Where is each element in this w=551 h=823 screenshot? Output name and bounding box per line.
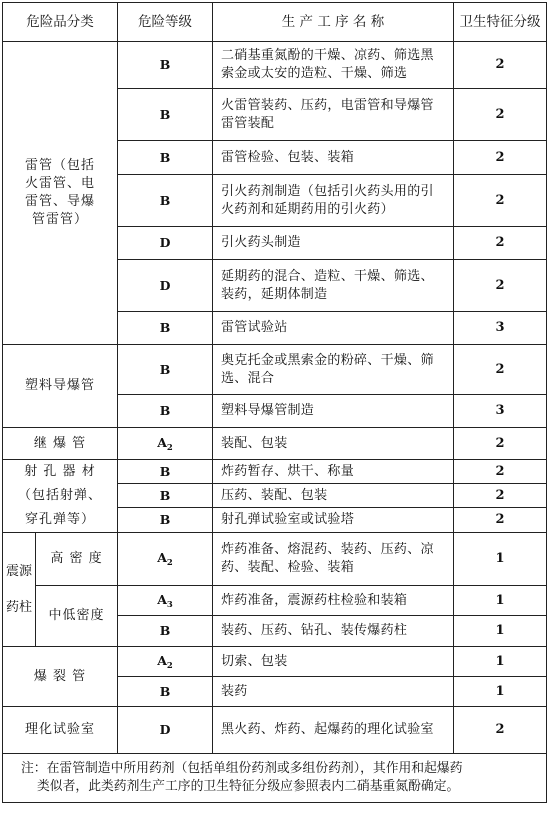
- grade-cell: B: [118, 345, 213, 395]
- category-lab: 理化试验室: [3, 707, 118, 754]
- table-row: [3, 586, 547, 616]
- table-row: [3, 647, 547, 677]
- hygiene-cell: 2: [454, 175, 547, 227]
- hygiene-cell: 2: [454, 428, 547, 460]
- header-row: [3, 3, 547, 42]
- header-category: 危险品分类: [3, 3, 118, 42]
- hygiene-cell: 2: [454, 227, 547, 260]
- process-cell: 二硝基重氮酚的干燥、凉药、筛选黑索金或太安的造粒、干燥、筛选: [213, 42, 454, 89]
- category-line: 穿孔弹等）: [24, 512, 95, 527]
- grade-letter: A: [157, 591, 167, 607]
- hygiene-cell: 2: [454, 141, 547, 175]
- seismic-label-top: 震源: [5, 563, 32, 579]
- hygiene-cell: 2: [454, 260, 547, 312]
- header-hygiene: 卫生特征分级: [454, 3, 547, 42]
- hazard-table: [2, 2, 547, 803]
- hygiene-cell: 2: [454, 508, 547, 533]
- grade-subscript: 2: [166, 558, 173, 568]
- process-cell: 引火药剂制造（包括引火药头用的引火药剂和延期药用的引火药）: [213, 175, 454, 227]
- category-mid-low-density: 中低密度: [36, 586, 118, 647]
- hygiene-cell: 2: [454, 707, 547, 754]
- hygiene-cell: 2: [454, 460, 547, 484]
- grade-cell: D: [118, 260, 213, 312]
- table-row: [3, 428, 547, 460]
- grade-cell: D: [118, 707, 213, 754]
- table-row: [3, 42, 547, 89]
- grade-letter: A: [157, 550, 167, 565]
- process-cell: 炸药准备、熔混药、装药、压药、凉药、装配、检验、装箱: [213, 533, 454, 586]
- grade-cell: B: [118, 312, 213, 345]
- category-line: 射 孔 器 材: [24, 464, 96, 479]
- process-cell: 火雷管装药、压药，电雷管和导爆管雷管装配: [213, 89, 454, 141]
- hygiene-cell: 1: [454, 647, 547, 677]
- process-cell: 黑火药、炸药、起爆药的理化试验室: [213, 707, 454, 754]
- grade-cell: B: [118, 395, 213, 428]
- category-perforating: [3, 460, 118, 533]
- table-row: [3, 533, 547, 586]
- hygiene-cell: 2: [454, 89, 547, 141]
- hygiene-cell: 1: [454, 586, 547, 616]
- grade-subscript: 2: [166, 660, 173, 671]
- grade-subscript: 2: [166, 442, 173, 453]
- process-cell: 炸药准备，震源药柱检验和装箱: [213, 586, 454, 616]
- hygiene-cell: 1: [454, 533, 547, 586]
- hygiene-cell: 1: [454, 677, 547, 707]
- grade-cell: B: [118, 89, 213, 141]
- grade-cell: D: [118, 227, 213, 260]
- hygiene-cell: 2: [454, 42, 547, 89]
- hygiene-cell: 1: [454, 616, 547, 647]
- hygiene-cell: 3: [454, 312, 547, 345]
- grade-cell: B: [118, 175, 213, 227]
- process-cell: 延期药的混合、造粒、干燥、筛选、装药，延期体制造: [213, 260, 454, 312]
- hygiene-cell: 2: [454, 345, 547, 395]
- grade-letter: A: [157, 434, 167, 450]
- process-cell: 装配、包装: [213, 428, 454, 460]
- grade-cell: B: [118, 42, 213, 89]
- grade-cell: [118, 647, 213, 677]
- hygiene-cell: 2: [454, 484, 547, 508]
- process-cell: 装药: [213, 677, 454, 707]
- grade-cell: B: [118, 141, 213, 175]
- process-cell: 切索、包装: [213, 647, 454, 677]
- category-seismic: [3, 533, 36, 647]
- process-cell: 射孔弹试验室或试验塔: [213, 508, 454, 533]
- grade-subscript: 3: [166, 599, 173, 610]
- header-process: 生 产 工 序 名 称: [213, 3, 454, 42]
- grade-cell: B: [118, 616, 213, 647]
- grade-cell: [118, 428, 213, 460]
- grade-cell: [118, 586, 213, 616]
- table-row: [3, 707, 547, 754]
- grade-cell: B: [118, 484, 213, 508]
- grade-cell: B: [118, 508, 213, 533]
- hygiene-cell: 3: [454, 395, 547, 428]
- grade-cell: [118, 533, 213, 586]
- process-cell: 雷管试验站: [213, 312, 454, 345]
- category-high-density: 高 密 度: [36, 533, 118, 586]
- category-detonator: 雷管（包括火雷管、电雷管、导爆管雷管）: [3, 42, 118, 345]
- process-cell: 奥克托金或黑索金的粉碎、干燥、筛选、混合: [213, 345, 454, 395]
- table-row: [3, 460, 547, 484]
- process-cell: 压药、装配、包装: [213, 484, 454, 508]
- note-line-1: 注：在雷管制造中所用药剂（包括单组份药剂或多组份药剂），其作用和起爆药: [21, 761, 463, 776]
- process-cell: 塑料导爆管制造: [213, 395, 454, 428]
- category-plastic-tube: 塑料导爆管: [3, 345, 118, 428]
- grade-cell: B: [118, 460, 213, 484]
- process-cell: 引火药头制造: [213, 227, 454, 260]
- table-row: [3, 345, 547, 395]
- process-cell: 装药、压药、钻孔、装传爆药柱: [213, 616, 454, 647]
- process-cell: 炸药暂存、烘干、称量: [213, 460, 454, 484]
- category-cracking-tube: 爆 裂 管: [3, 647, 118, 707]
- grade-cell: B: [118, 677, 213, 707]
- note-row: [3, 754, 547, 803]
- grade-letter: A: [157, 652, 167, 668]
- header-grade: 危险等级: [118, 3, 213, 42]
- seismic-label-bottom: 药柱: [5, 599, 32, 615]
- table-note: [3, 754, 547, 803]
- process-cell: 雷管检验、包装、装箱: [213, 141, 454, 175]
- note-line-2: 类似者，此类药剂生产工序的卫生特征分级应参照表内二硝基重氮酚确定。: [37, 779, 460, 794]
- category-relay: 继 爆 管: [3, 428, 118, 460]
- hazard-classification-sheet: [2, 2, 548, 822]
- category-line: （包括射弹、: [17, 488, 102, 503]
